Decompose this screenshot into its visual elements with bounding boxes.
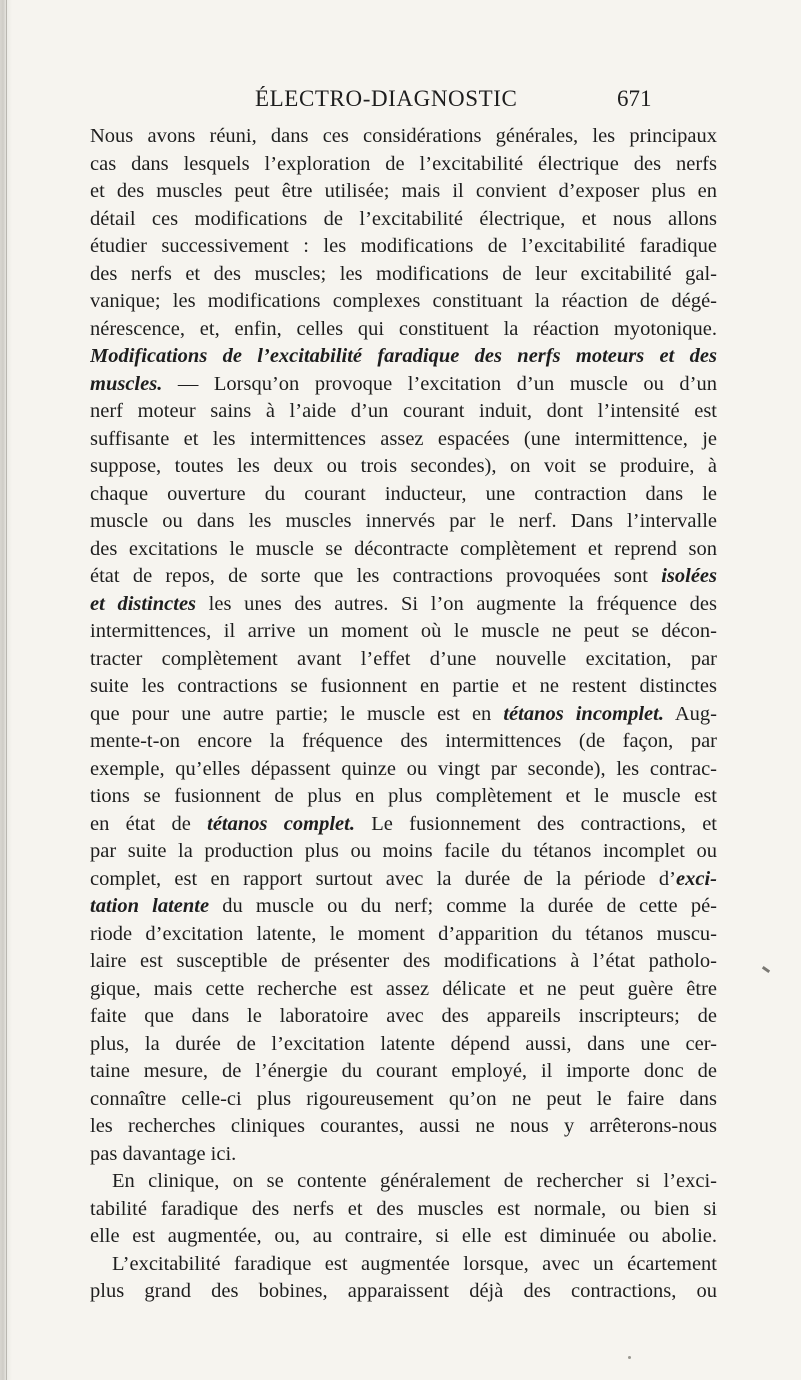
text-line — [90, 261, 717, 289]
text-segment: Nous avons réuni, dans ces considérations générales, les principaux — [90, 125, 717, 147]
emphasized-text: Modifications de l’excitabilité faradique des nerfs moteurs et des — [90, 345, 717, 367]
emphasized-text: isolées — [661, 565, 717, 587]
text-segment: suppose, toutes les deux ou trois secondes), on voit se produire, à — [90, 455, 717, 477]
text-line — [90, 206, 717, 234]
emphasized-text: tétanos complet. — [207, 812, 355, 835]
text-line — [90, 453, 717, 481]
text-segment: L’excitabilité faradique est augmentée lorsque, avec un écartement — [112, 1252, 717, 1275]
text-segment: complet, est en rapport surtout avec la durée de la période d’ — [90, 867, 677, 890]
text-segment: mente-t-on encore la fréquence des intermittences (de façon, par — [90, 730, 717, 752]
text-segment: des nerfs et des muscles; les modifications de leur excitabilité gal- — [90, 262, 717, 285]
text-line — [90, 426, 717, 454]
text-segment: tions se fusionnent de plus en plus complètement et le muscle est — [90, 785, 717, 807]
text-segment: intermittences, il arrive un moment où le muscle ne peut se décon- — [90, 620, 717, 642]
text-segment: les recherches cliniques courantes, aussi ne nous y arrêterons-nous — [90, 1115, 717, 1137]
text-segment: riode d’excitation latente, le moment d’apparition du tétanos muscu- — [90, 922, 717, 945]
page-binding-line — [6, 0, 7, 1380]
text-segment: nérescence, et, enfin, celles qui constituent la réaction myotonique. — [90, 317, 717, 340]
text-line — [90, 591, 717, 619]
text-line — [90, 563, 717, 591]
text-line — [90, 1278, 717, 1306]
emphasized-text: et distinctes — [90, 592, 197, 615]
text-line — [90, 536, 717, 564]
text-line — [90, 811, 717, 839]
text-line — [90, 618, 717, 646]
text-segment: du muscle ou du nerf; comme la durée de cette pé- — [209, 895, 717, 917]
text-line — [90, 398, 717, 426]
text-line — [90, 233, 717, 261]
text-segment: nerf moteur sains à l’aide d’un courant induit, dont l’intensité est — [90, 400, 717, 422]
text-line — [90, 371, 717, 399]
emphasized-text: muscles. — [90, 372, 163, 395]
text-segment: chaque ouverture du courant inducteur, une contraction dans le — [90, 482, 717, 505]
text-segment: Le fusionnement des contractions, et — [354, 812, 717, 835]
text-segment: pas davantage ici. — [90, 1142, 237, 1165]
text-segment: muscle ou dans les muscles innervés par le nerf. Dans l’intervalle — [90, 510, 717, 532]
paper-speck — [628, 1356, 631, 1359]
text-segment: tabilité faradique des nerfs et des muscles est normale, ou bien si — [90, 1197, 717, 1220]
text-line — [90, 1003, 717, 1031]
text-line — [90, 343, 717, 371]
text-segment: plus grand des bobines, apparaissent déjà des contractions, ou — [90, 1280, 717, 1302]
text-segment: les unes des autres. Si l’on augmente la fréquence des — [196, 592, 717, 615]
text-line — [90, 178, 717, 206]
text-segment: suite les contractions se fusionnent en partie et ne restent distinctes — [90, 675, 717, 697]
text-line — [90, 728, 717, 756]
text-line — [90, 1113, 717, 1141]
text-segment: taine mesure, de l’énergie du courant employé, il importe donc de — [90, 1060, 717, 1082]
text-segment: En clinique, on se contente généralement de rechercher si l’exci- — [112, 1170, 717, 1192]
text-line — [90, 151, 717, 179]
text-segment: des excitations le muscle se décontracte complètement et reprend son — [90, 537, 717, 560]
emphasized-text: tétanos incomplet. — [503, 702, 664, 725]
text-segment: et des muscles peut être utilisée; mais il convient d’exposer plus en — [90, 180, 717, 202]
text-line — [90, 1058, 717, 1086]
text-segment: elle est augmentée, ou, au contraire, si elle est diminuée ou abolie. — [90, 1225, 717, 1247]
text-segment: suffisante et les intermittences assez espacées (une intermittence, je — [90, 427, 717, 450]
text-line — [90, 976, 717, 1004]
body-text — [90, 123, 717, 1306]
text-line — [90, 948, 717, 976]
text-line — [90, 288, 717, 316]
text-segment: — Lorsqu’on provoque l’excitation d’un muscle ou d’un — [162, 372, 717, 395]
text-line — [90, 1196, 717, 1224]
text-line — [90, 866, 717, 894]
text-segment: Aug- — [663, 702, 717, 725]
text-segment: étudier successivement : les modifications de l’excitabilité faradique — [90, 235, 717, 257]
text-segment: par suite la production plus ou moins facile du tétanos incomplet ou — [90, 840, 717, 862]
page-number: 671 — [617, 86, 652, 111]
text-segment: gique, mais cette recherche est assez délicate et ne peut guère être — [90, 977, 717, 1000]
text-line — [90, 1086, 717, 1114]
text-line — [90, 508, 717, 536]
text-line — [90, 893, 717, 921]
text-segment: tracter complètement avant l’effet d’une nouvelle excitation, par — [90, 647, 717, 670]
text-line — [90, 756, 717, 784]
page-header — [0, 86, 801, 116]
text-line — [90, 701, 717, 729]
text-line — [90, 1168, 717, 1196]
text-segment: en état de — [90, 812, 208, 835]
text-segment: faite que dans le laboratoire avec des appareils inscripteurs; de — [90, 1005, 717, 1027]
text-segment: connaître celle-ci plus rigoureusement qu’on ne peut le faire dans — [90, 1087, 717, 1110]
text-segment: exemple, qu’elles dépassent quinze ou vingt par seconde), les contrac- — [90, 757, 717, 780]
emphasized-text: exci- — [676, 867, 717, 890]
text-line — [90, 921, 717, 949]
text-line — [90, 1031, 717, 1059]
text-segment: que pour une autre partie; le muscle est en — [90, 702, 504, 725]
running-title: ÉLECTRO-DIAGNOSTIC — [255, 86, 518, 111]
text-line — [90, 481, 717, 509]
text-line — [90, 838, 717, 866]
text-segment: cas dans lesquels l’exploration de l’excitabilité électrique des nerfs — [90, 152, 717, 175]
emphasized-text: tation latente — [90, 895, 210, 917]
text-line — [90, 1251, 717, 1279]
text-line — [90, 1223, 717, 1251]
text-line — [90, 783, 717, 811]
text-segment: laire est susceptible de présenter des modifications à l’état patholo- — [90, 950, 717, 972]
text-line — [90, 646, 717, 674]
text-segment: détail ces modifications de l’excitabilité électrique, et nous allons — [90, 207, 717, 230]
text-line — [90, 1141, 717, 1169]
text-segment: état de repos, de sorte que les contractions provoquées sont — [90, 565, 662, 587]
margin-mark — [762, 966, 770, 973]
text-line — [90, 673, 717, 701]
text-line — [90, 123, 717, 151]
text-segment: plus, la durée de l’excitation latente dépend aussi, dans une cer- — [90, 1032, 717, 1055]
text-line — [90, 316, 717, 344]
text-segment: vanique; les modifications complexes constituant la réaction de dégé- — [90, 290, 717, 312]
